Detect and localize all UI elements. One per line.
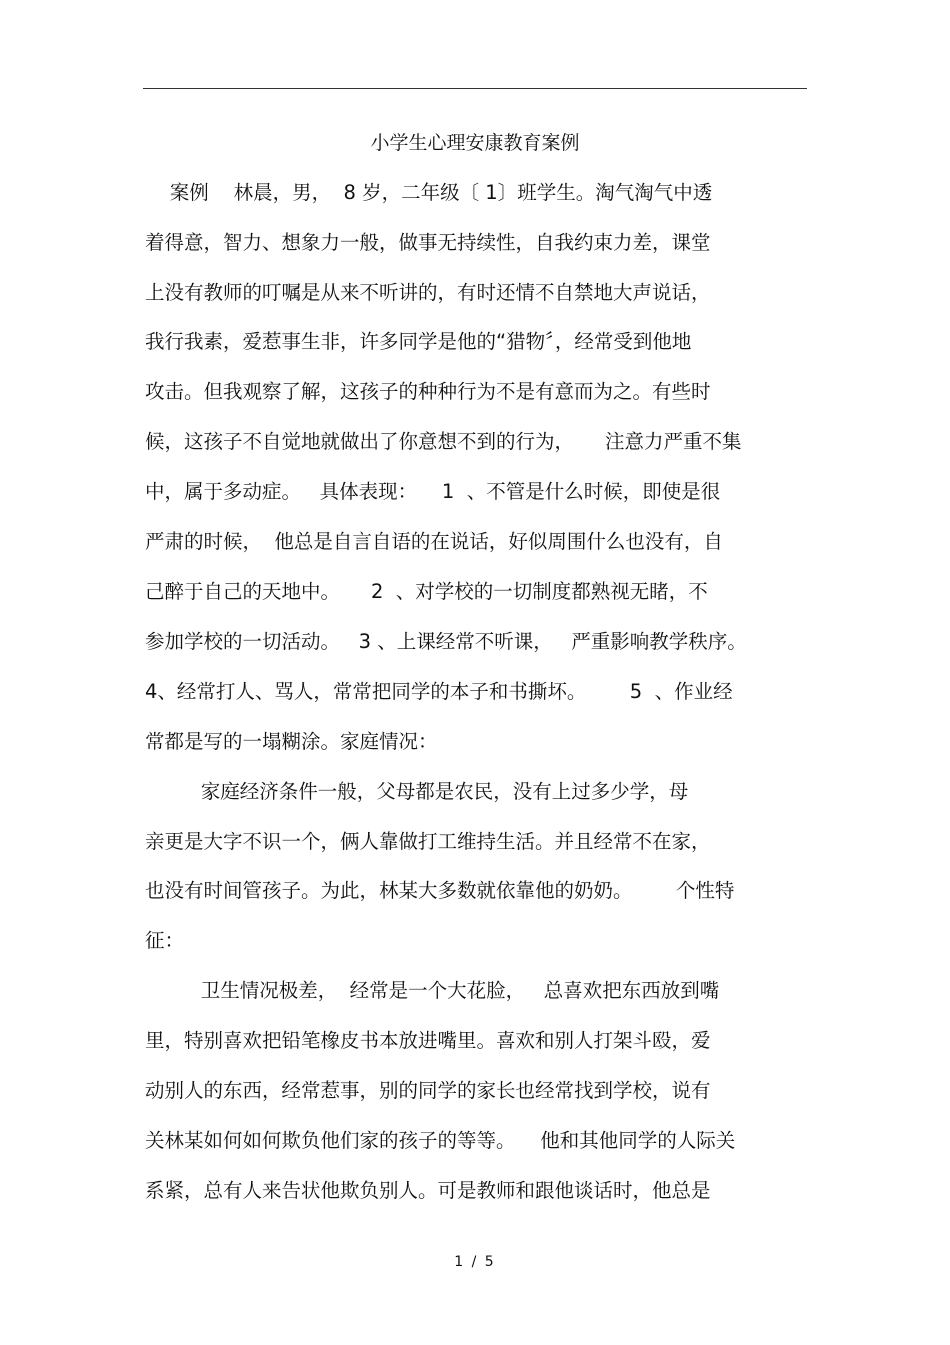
header-rule <box>143 88 807 89</box>
body-line: 常都是写的一塌糊涂。家庭情况： <box>145 730 438 753</box>
body-line: 攻击。但我观察了解，这孩子的种种行为不是有意而为之。有些时 <box>145 380 711 403</box>
body-line: 中，属于多动症。 具体表现： 1 、不管是什么时候，即使是很 <box>145 480 721 503</box>
body-line: 里，特别喜欢把铅笔橡皮书本放进嘴里。喜欢和别人打架斗殴，爱 <box>145 1029 711 1052</box>
body-line: 上没有教师的叮嘱是从来不听讲的，有时还情不自禁地大声说话， <box>145 281 711 304</box>
body-line: 案例 林晨，男， 8 岁，二年级〔 1〕班学生。淘气淘气中透 <box>145 181 713 204</box>
body-line: 卫生情况极差， 经常是一个大花脸， 总喜欢把东西放到嘴 <box>145 979 720 1002</box>
body-line: 严肃的时候， 他总是自言自语的在说话，好似周围什么也没有，自 <box>145 530 723 553</box>
body-line: 候，这孩子不自觉地就做出了你意想不到的行为， 注意力严重不集 <box>145 430 742 453</box>
page-number: 1 / 5 <box>454 1254 496 1270</box>
body-line: 着得意，智力、想象力一般，做事无持续性，自我约束力差，课堂 <box>145 231 711 254</box>
body-line: 4、经常打人、骂人，常常把同学的本子和书撕坏。 5 、作业经 <box>145 680 733 703</box>
body-line: 我行我素，爱惹事生非，许多同学是他的“猎物〞，经常受到他地 <box>145 330 692 353</box>
body-line: 系紧，总有人来告状他欺负别人。可是教师和跟他谈话时，他总是 <box>145 1179 711 1202</box>
body-line: 参加学校的一切活动。 3 、上课经常不听课， 严重影响教学秩序。 <box>145 630 747 653</box>
body-line: 家庭经济条件一般，父母都是农民，没有上过多少学，母 <box>145 780 689 803</box>
body-line: 亲更是大字不识一个，俩人靠做打工维持生活。并且经常不在家， <box>145 830 711 853</box>
body-line: 也没有时间管孩子。为此，林某大多数就依靠他的奶奶。 个性特 <box>145 879 735 902</box>
document-title: 小学生心理安康教育案例 <box>370 132 580 154</box>
body-line: 关林某如何如何欺负他们家的孩子的等等。 他和其他同学的人际关 <box>145 1129 736 1152</box>
body-line: 征： <box>145 929 185 952</box>
body-line: 己醉于自己的天地中。 2 、对学校的一切制度都熟视无睹，不 <box>145 580 708 603</box>
body-line: 动别人的东西，经常惹事，别的同学的家长也经常找到学校，说有 <box>145 1079 711 1102</box>
